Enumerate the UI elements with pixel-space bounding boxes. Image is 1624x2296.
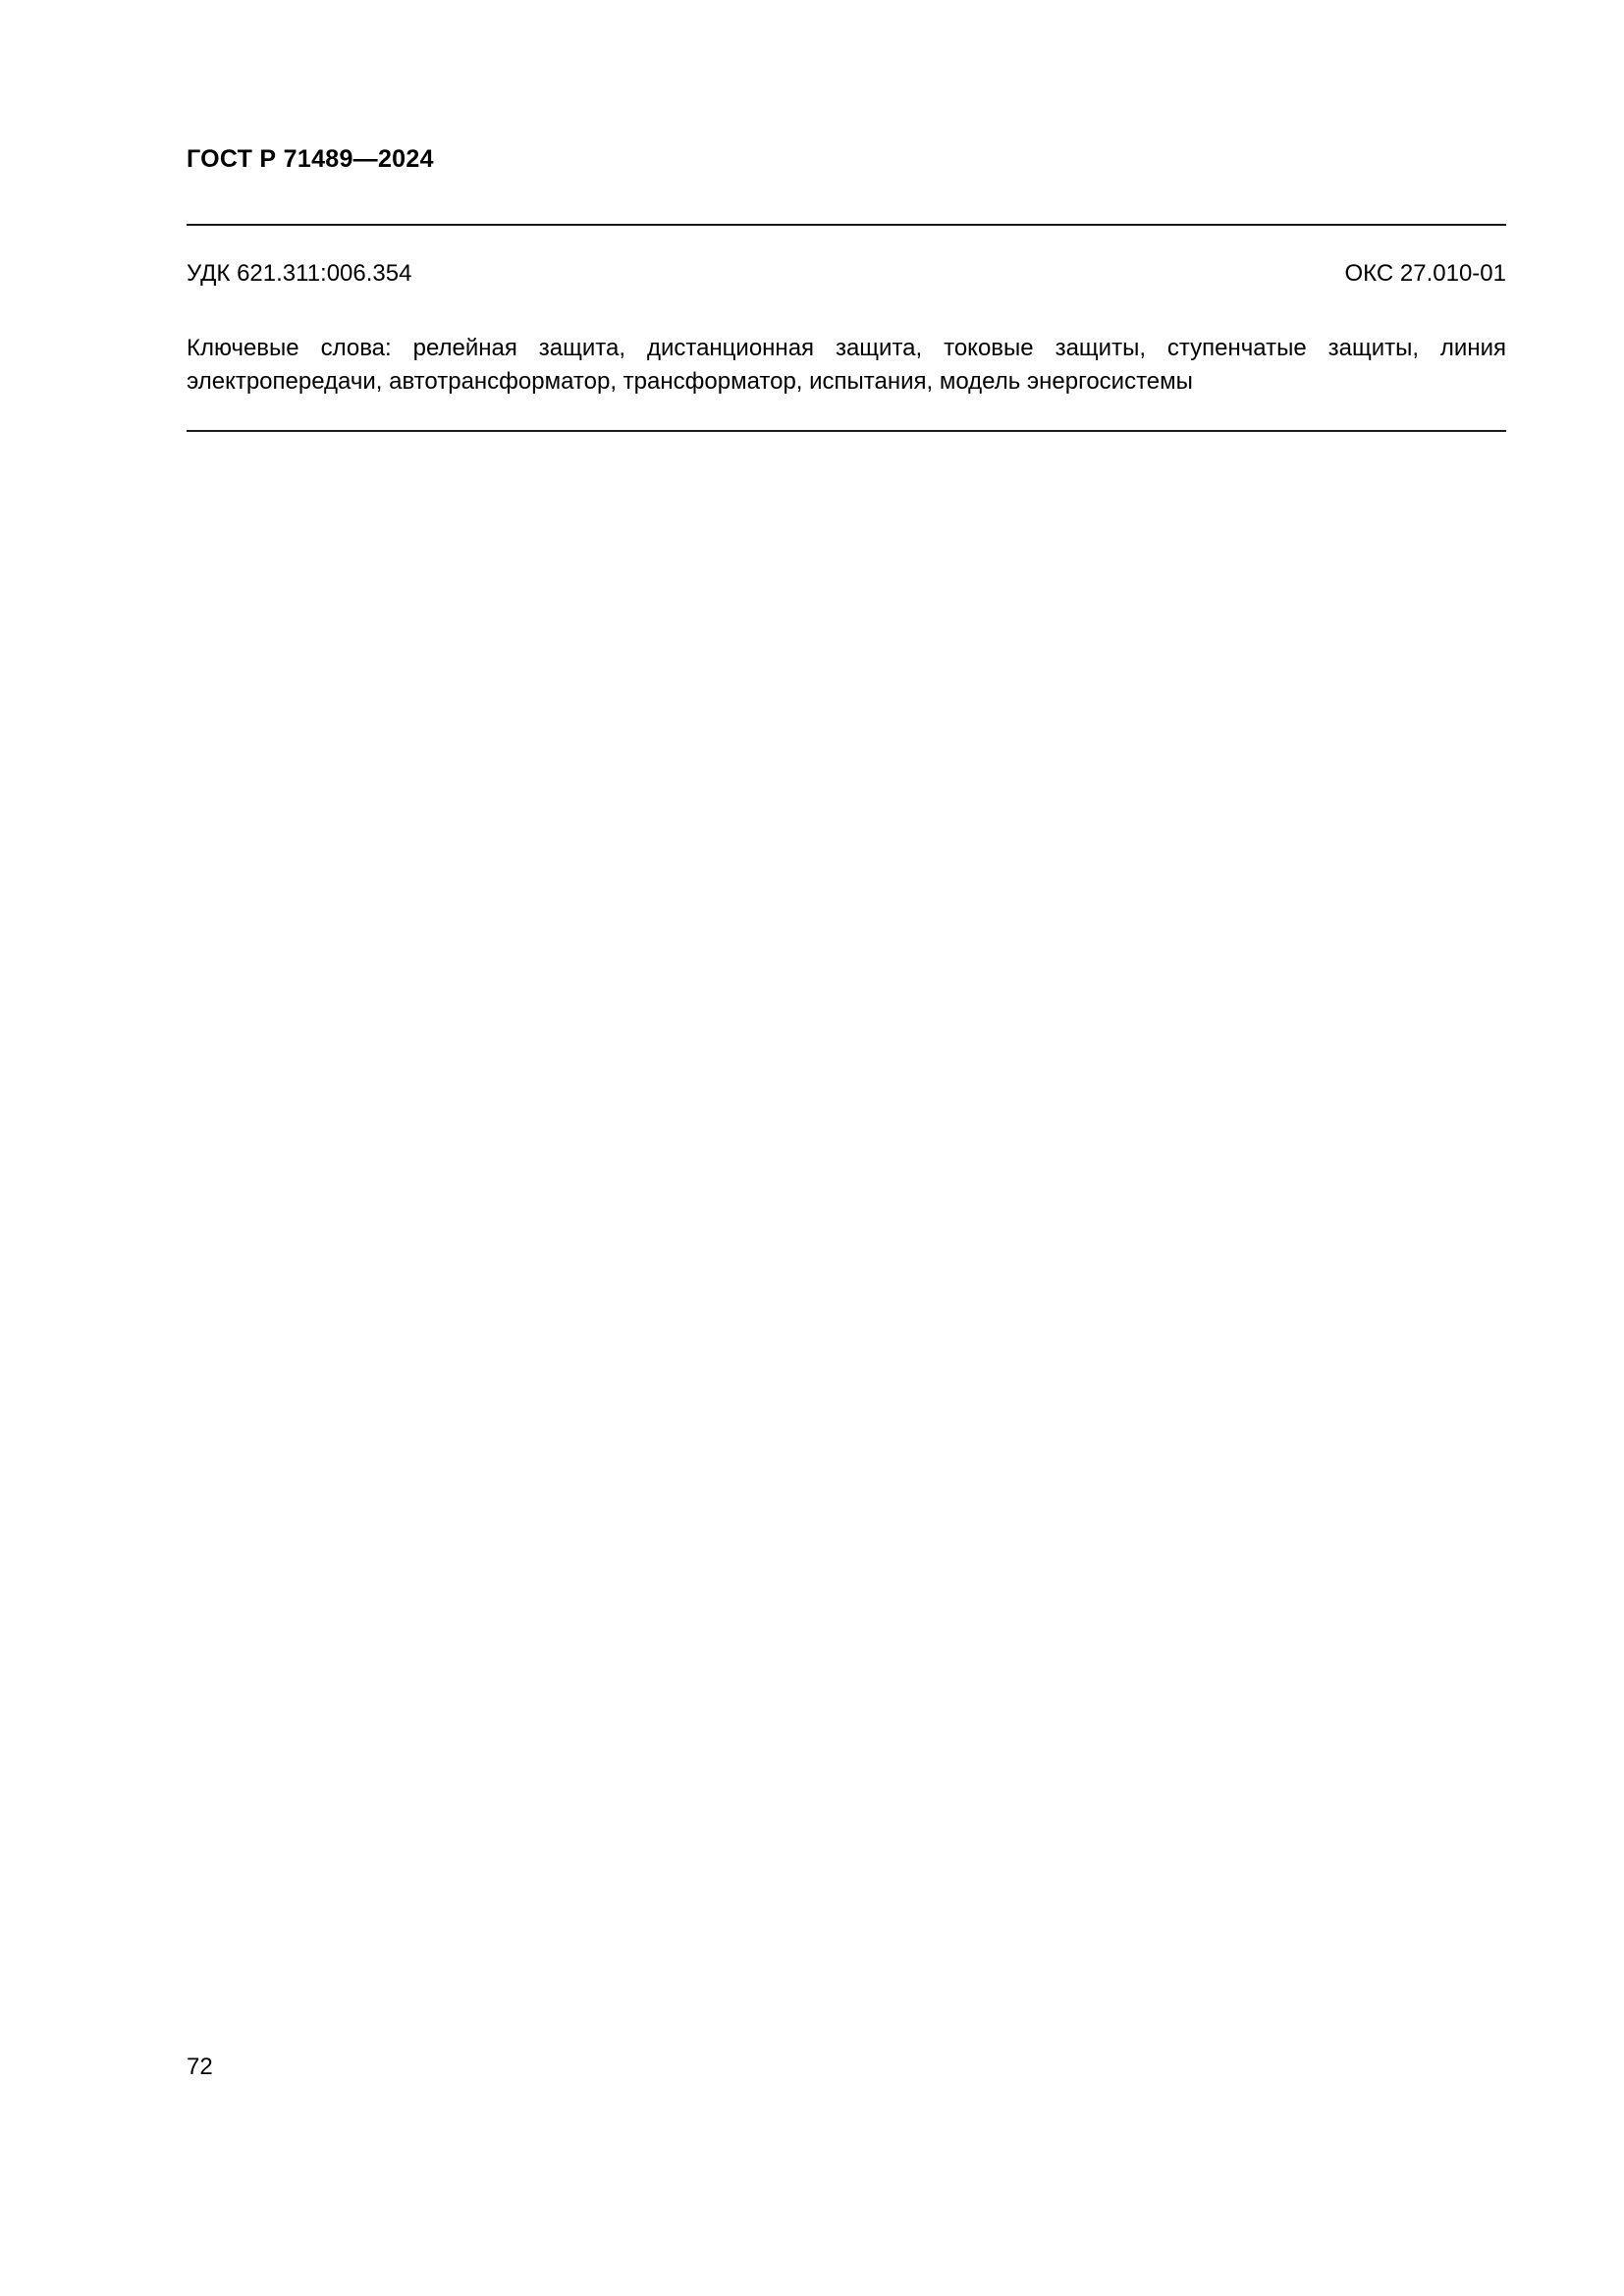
page-number: 72 xyxy=(187,2054,213,2080)
divider-bottom xyxy=(187,430,1506,432)
divider-top xyxy=(187,224,1506,226)
classification-codes-row xyxy=(187,260,1506,288)
keywords-paragraph: Ключевые слова: релейная защита, дистанционная защита, токовые защиты, ступенчатые защиты, линия электропередачи, автотрансформатор, трансформатор, испытания, модель энергосистемы xyxy=(187,335,1506,396)
page-title: ГОСТ Р 71489—2024 xyxy=(187,145,434,173)
oks-code: ОКС 27.010-01 xyxy=(1344,260,1506,287)
udk-code: УДК 621.311:006.354 xyxy=(187,260,412,287)
